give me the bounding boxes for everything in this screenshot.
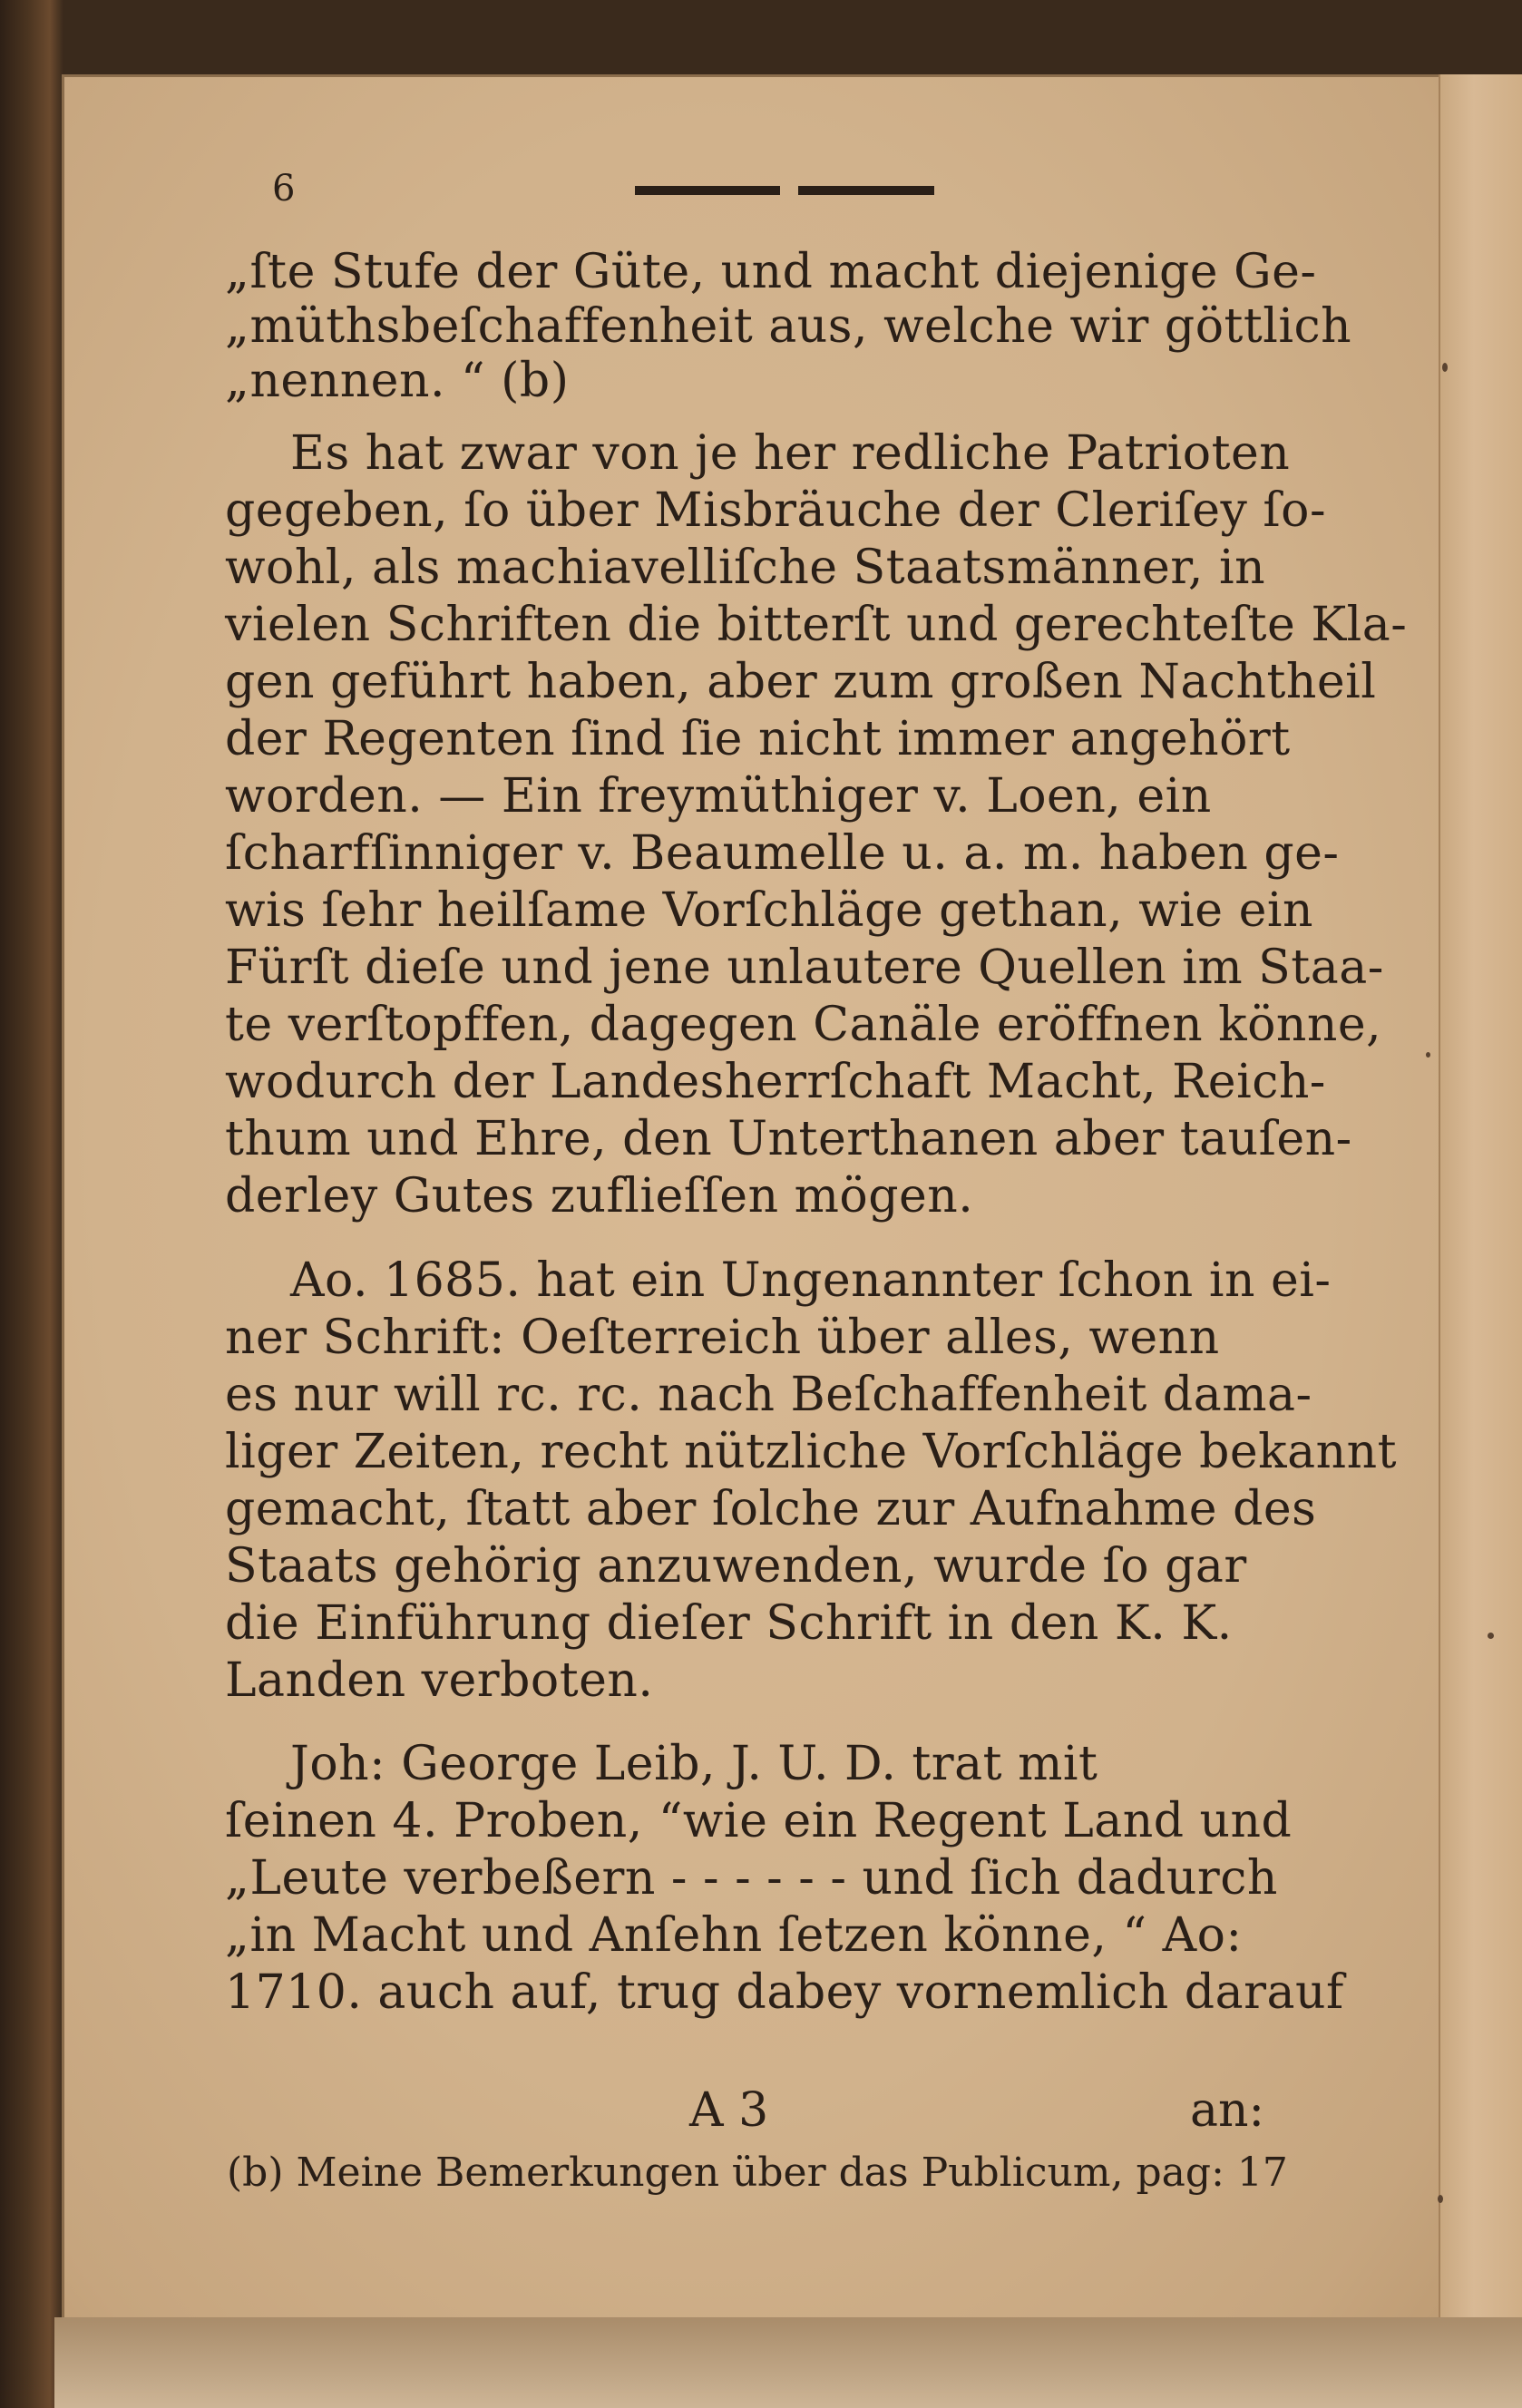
text-line: te verſtopffen, dagegen Canäle eröffnen könne, — [225, 998, 1382, 1052]
text-line: der Regenten ſind ſie nicht immer angehört — [225, 712, 1291, 766]
text-line: „müthsbeſchaffenheit aus, welche wir göttlich — [225, 299, 1352, 354]
footnote: (b) Meine Bemerkungen über das Publicum, pag: 17 — [227, 2150, 1288, 2196]
text-line: ner Schrift: Oeſterreich über alles, wenn — [225, 1311, 1220, 1365]
text-line: gemacht, ſtatt aber ſolche zur Aufnahme des — [225, 1482, 1317, 1536]
text-line: „in Macht und Anſehn ſetzen könne, “ Ao: — [225, 1908, 1243, 1963]
facing-page-edge — [1439, 74, 1522, 2392]
text-line: „ſte Stufe der Güte, und macht diejenige Ge‑ — [225, 245, 1317, 299]
text-line: 1710. auch auf, trug dabey vornemlich darauf — [225, 1965, 1344, 2020]
text-line: Staats gehörig anzuwenden, wurde ſo gar — [225, 1539, 1247, 1594]
header-rule-right — [798, 186, 934, 195]
header-rule-left — [635, 186, 780, 195]
text-line: gen geführt haben, aber zum großen Nachtheil — [225, 655, 1377, 709]
text-line: gegeben, ſo über Misbräuche der Cleriſey ſo‑ — [225, 483, 1327, 538]
text-line: thum und Ehre, den Unterthanen aber tauſen‑ — [225, 1112, 1352, 1166]
book-page — [62, 74, 1504, 2392]
text-line: Fürſt dieſe und jene unlautere Quellen im Staa‑ — [225, 941, 1384, 995]
text-line: „Leute verbeßern ‑ ‑ ‑ ‑ ‑ ‑ und ſich dadurch — [225, 1851, 1278, 1906]
text-line: Es hat zwar von je her redliche Patrioten — [290, 426, 1291, 481]
catchword: an: — [1190, 2083, 1265, 2138]
page-number: 6 — [272, 168, 296, 210]
text-line: es nur will rc. rc. nach Beſchaffenheit dama‑ — [225, 1368, 1312, 1422]
text-line: ſcharfſinniger v. Beaumelle u. a. m. haben ge‑ — [225, 826, 1340, 881]
text-line: liger Zeiten, recht nützliche Vorſchläge bekannt — [225, 1425, 1398, 1479]
text-line: wohl, als machiavelliſche Staatsmänner, in — [225, 541, 1266, 595]
text-line: Joh: George Leib, J. U. D. trat mit — [290, 1737, 1098, 1791]
paper-speck — [1442, 363, 1448, 372]
paper-speck — [1488, 1633, 1494, 1639]
text-line: wis ſehr heilſame Vorſchläge gethan, wie ein — [225, 883, 1313, 938]
text-line: wodurch der Landesherrſchaft Macht, Reich‑ — [225, 1055, 1326, 1109]
text-line: derley Gutes zuflieſſen mögen. — [225, 1169, 974, 1223]
text-line: Ao. 1685. hat ein Ungenannter ſchon in ei‑ — [290, 1253, 1332, 1308]
paper-speck — [1438, 2195, 1443, 2203]
text-line: die Einführung dieſer Schrift in den K. K. — [225, 1596, 1233, 1651]
text-line: ſeinen 4. Proben, “wie ein Regent Land und — [225, 1794, 1293, 1848]
page-bottom-edge — [54, 2317, 1522, 2408]
text-line: „nennen. “ (b) — [225, 354, 570, 408]
text-line: worden. — Ein freymüthiger v. Loen, ein — [225, 769, 1212, 824]
signature-mark: A 3 — [689, 2083, 769, 2138]
text-line: vielen Schriften die bitterſt und gerechteſte Kla‑ — [225, 598, 1408, 652]
text-line: Landen verboten. — [225, 1653, 654, 1708]
paper-speck — [1426, 1052, 1430, 1058]
